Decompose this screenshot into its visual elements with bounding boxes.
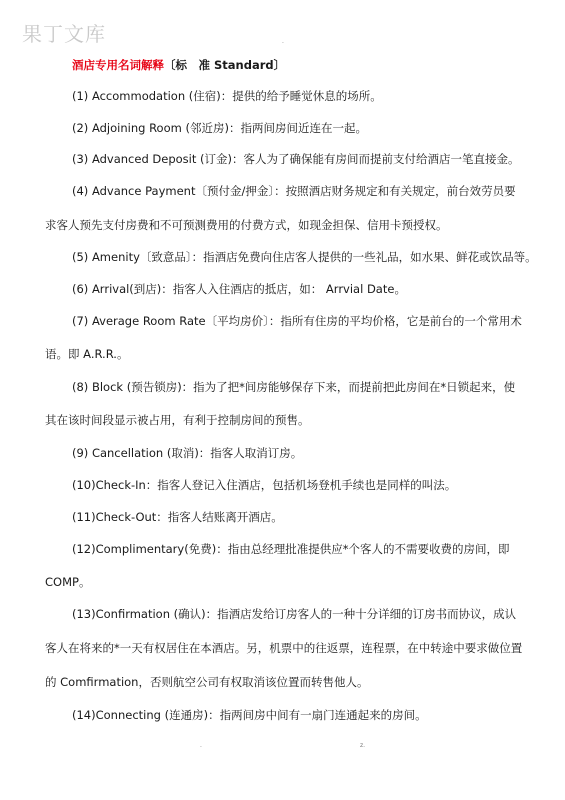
paragraph-line: (9) Cancellation (取消)：指客人取消订房。 (72, 446, 303, 460)
watermark-logo: 果丁文库 (22, 22, 106, 46)
paragraph-line: (10)Check-In：指客人登记入住酒店，包括机场登机手续也是同样的叫法。 (72, 478, 457, 492)
paragraph-line: 语。即 A.R.R.。 (45, 347, 129, 361)
paragraph-line: 求客人预先支付房费和不可预测费用的付费方式，如现金担保、信用卡预授权。 (45, 218, 448, 232)
paragraph-line: 客人在将来的*一天有权居住在本酒店。另，机票中的往返票，连程票，在中转途中要求做位置 (45, 641, 523, 655)
title-standard: 〔标 准 Standard〕 (164, 58, 286, 72)
footer-left-mark: . (200, 742, 202, 749)
paragraph-line: (11)Check-Out：指客人结账离开酒店。 (72, 510, 283, 524)
paragraph-line: (13)Confirmation (确认)：指酒店发给订房客人的一种十分详细的订房书而协议，成认 (72, 607, 517, 621)
document-title (72, 57, 285, 73)
title-main: 酒店专用名词解释 (72, 58, 164, 72)
paragraph-line: (3) Advanced Deposit (订金)：客人为了确保能有房间而提前支付给酒店一笔直接金。 (72, 152, 520, 166)
paragraph-line: (14)Connecting (连通房)：指两间房中间有一扇门连通起来的房间。 (72, 708, 427, 722)
header-mark: . (282, 38, 284, 45)
paragraph-line: (12)Complimentary(免费)：指由总经理批准提供应*个客人的不需要收费的房间，即 (72, 542, 510, 556)
paragraph-line: (1) Accommodation (住宿)：提供的给予睡觉休息的场所。 (72, 89, 382, 103)
paragraph-line: (8) Block (预告锁房)：指为了把*间房能够保存下来，而提前把此房间在*日锁起来，使 (72, 380, 516, 394)
paragraph-line: 其在该时间段显示被占用，有利于控制房间的预售。 (45, 413, 310, 427)
paragraph-line: (7) Average Room Rate〔平均房价〕：指所有住房的平均价格，它是前台的一个常用术 (72, 314, 522, 328)
paragraph-line: (6) Arrival(到店)：指客人入住酒店的抵店，如： Arrvial Date。 (72, 282, 406, 296)
footer-page-mark: z. (360, 742, 366, 749)
paragraph-line: COMP。 (45, 575, 91, 589)
paragraph-line: (5) Amenity〔致意品〕：指酒店免费向住店客人提供的一些礼品，如水果、鲜花或饮品等。 (72, 250, 537, 264)
paragraph-line: (2) Adjoining Room (邻近房)：指两间房间近连在一起。 (72, 121, 367, 135)
paragraph-line: (4) Advance Payment〔预付金/押金〕：按照酒店财务规定和有关规定，前台效劳员要 (72, 184, 516, 198)
paragraph-line: 的 Comfirmation，否则航空公司有权取消该位置而转售他人。 (45, 675, 369, 689)
